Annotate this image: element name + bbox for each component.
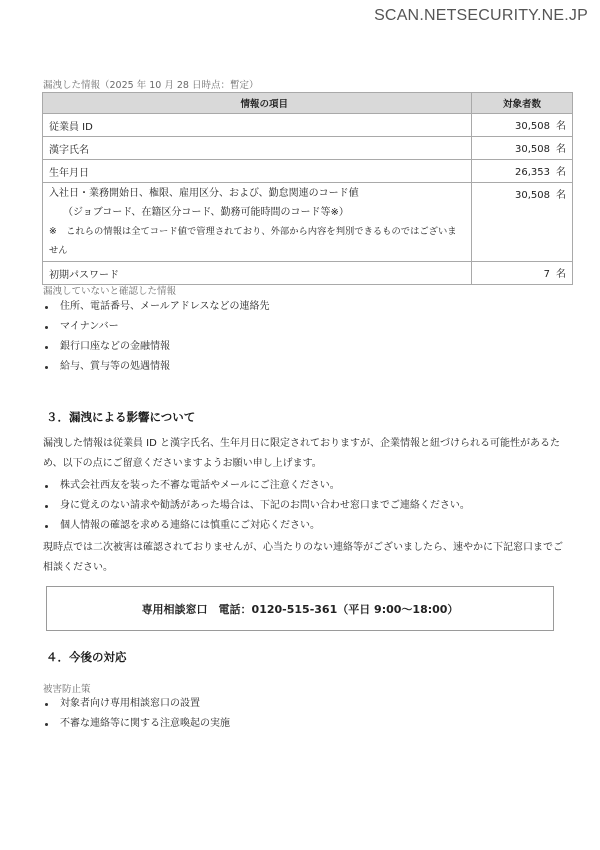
row-label-main: 入社日・業務開始日、権限、雇用区分、および、勤怠関連のコード値 [49,188,359,199]
list-item: 個人情報の確認を求める連絡には慎重にご対応ください。 [43,516,470,536]
column-header-count: 対象者数 [472,93,573,114]
table-row [43,160,573,183]
list-item: 不審な連絡等に関する注意喚起の実施 [43,714,230,734]
list-item: 住所、電話番号、メールアドレスなどの連絡先 [43,297,270,317]
row-count: 30,508 名 [472,137,573,160]
table-header-row [43,93,573,114]
leaked-info-table [42,92,573,285]
row-label: 初期パスワード [43,262,472,285]
impact-intro: 漏洩した情報は従業員 ID と漢字氏名、生年月日に限定されておりますが、企業情報と紐づけられる可能性があるため、以下の点にご留意くださいますようお願い申し上げます。 [43,438,561,469]
row-label: 生年月日 [43,160,472,183]
row-count: 30,508 名 [472,114,573,137]
impact-closing: 現時点では二次被害は確認されておりませんが、心当たりのない連絡等がございましたら、速やかに下記窓口までご相談ください。 [43,542,563,573]
list-item: 給与、賞与等の処遇情報 [43,357,270,377]
impact-list [43,476,470,536]
list-item: マイナンバー [43,317,270,337]
contact-text: 専用相談窓口 電話：0120-515-361（平日 9:00〜18:00） [141,602,459,616]
leaked-info-caption: 漏洩した情報（2025 年 10 月 28 日時点：暫定） [43,80,259,91]
section-heading-impact: ３．漏洩による影響について [46,410,196,424]
row-label-sub: （ジョブコード、在籍区分コード、勤務可能時間のコード等※） [63,207,349,218]
row-label: 漢字氏名 [43,137,472,160]
contact-box [46,586,554,631]
row-count: 30,508 名 [472,183,573,262]
table-row [43,137,573,160]
row-count: 26,353 名 [472,160,573,183]
table-row [43,114,573,137]
prevention-caption: 被害防止策 [43,684,91,695]
not-leaked-list [43,297,270,377]
site-watermark: SCAN.NETSECURITY.NE.JP [374,7,588,24]
table-row [43,262,573,285]
column-header-item: 情報の項目 [43,93,472,114]
list-item: 身に覚えのない請求や勧誘があった場合は、下記のお問い合わせ窓口までご連絡ください。 [43,496,470,516]
section-heading-future: ４．今後の対応 [46,650,127,664]
list-item: 対象者向け専用相談窓口の設置 [43,694,230,714]
list-item: 銀行口座などの金融情報 [43,337,270,357]
not-leaked-caption: 漏洩していないと確認した情報 [43,286,177,297]
row-label-multiline [43,183,472,262]
row-count: 7 名 [472,262,573,285]
list-item: 株式会社西友を装った不審な電話やメールにご注意ください。 [43,476,470,496]
row-label: 従業員 ID [43,114,472,137]
row-label-note: ※ これらの情報は全てコード値で管理されており、外部から内容を判別できるものではございません [49,226,457,256]
prevention-list [43,694,230,734]
table-row [43,183,573,262]
